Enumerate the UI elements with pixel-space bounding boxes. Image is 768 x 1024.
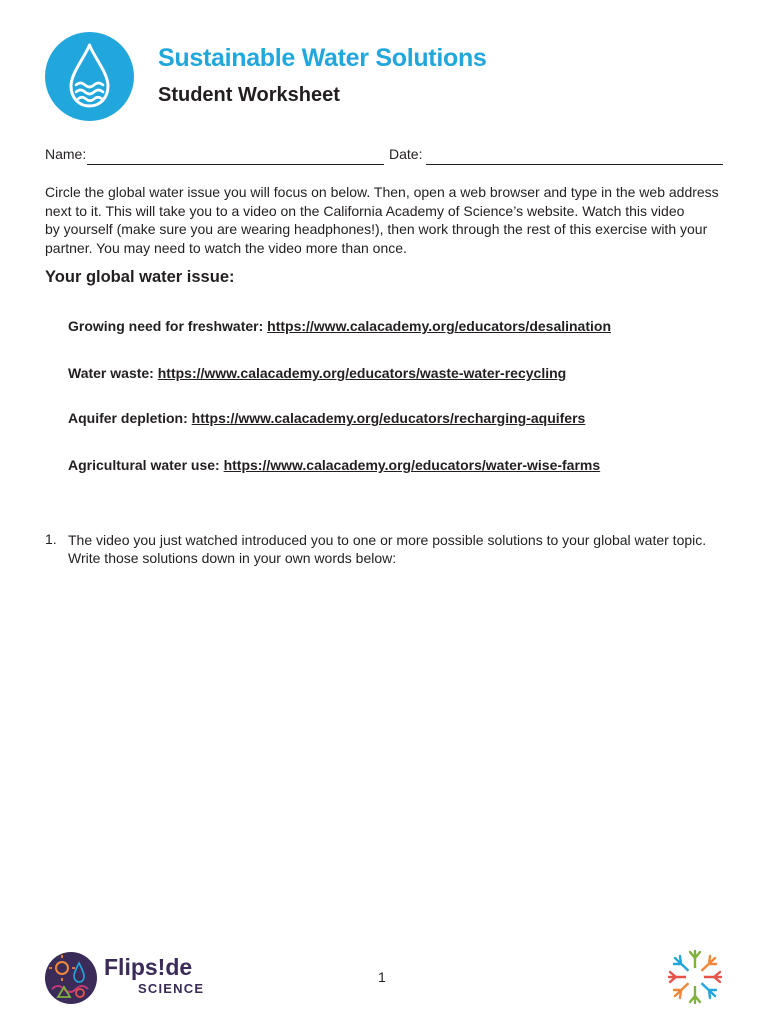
issue-label: Water waste: xyxy=(68,365,154,381)
issue-link[interactable]: https://www.calacademy.org/educators/recharging-aquifers xyxy=(191,410,586,426)
issue-label: Growing need for freshwater: xyxy=(68,318,264,334)
instructions-line: Circle the global water issue you will focus on below. Then, open a web browser and type in the web address xyxy=(45,184,719,200)
issue-item xyxy=(68,365,566,381)
issue-link[interactable]: https://www.calacademy.org/educators/water-wise-farms xyxy=(223,457,601,473)
instructions-line: by yourself (make sure you are wearing headphones!), then work through the rest of this exercise with your xyxy=(45,221,708,237)
issue-link[interactable]: https://www.calacademy.org/educators/waste-water-recycling xyxy=(157,365,567,381)
date-field[interactable] xyxy=(426,164,723,165)
issue-item xyxy=(68,318,611,334)
brand-subtitle: SCIENCE xyxy=(138,981,205,996)
page-subtitle: Student Worksheet xyxy=(158,84,340,106)
page-title: Sustainable Water Solutions xyxy=(158,44,487,72)
page-number: 1 xyxy=(378,969,386,985)
issue-label: Aquifer depletion: xyxy=(68,410,188,426)
water-drop-logo-icon xyxy=(45,31,134,122)
issue-item xyxy=(68,410,585,426)
brand-name: Flips!de xyxy=(104,954,193,980)
answer-area[interactable] xyxy=(68,580,733,920)
question-text xyxy=(68,531,733,567)
issue-label: Agricultural water use: xyxy=(68,457,220,473)
question-line: The video you just watched introduced you to one or more possible solutions to your global water topic. xyxy=(68,532,707,548)
instructions-line: partner. You may need to watch the video more than once. xyxy=(45,239,407,256)
flipside-science-logo-icon xyxy=(44,951,98,1005)
question-line: Write those solutions down in your own words below: xyxy=(68,550,397,566)
date-label: Date: xyxy=(389,146,423,162)
section-heading: Your global water issue: xyxy=(45,268,235,286)
starburst-icon xyxy=(664,946,726,1008)
instructions-paragraph xyxy=(45,183,735,257)
issue-link[interactable]: https://www.calacademy.org/educators/desalination xyxy=(267,318,612,334)
question-number: 1. xyxy=(45,531,57,547)
instructions-line: next to it. This will take you to a video on the California Academy of Science’s website. Watch this video xyxy=(45,202,685,219)
issue-item xyxy=(68,457,600,473)
name-field[interactable] xyxy=(87,164,384,165)
name-label: Name: xyxy=(45,146,87,162)
